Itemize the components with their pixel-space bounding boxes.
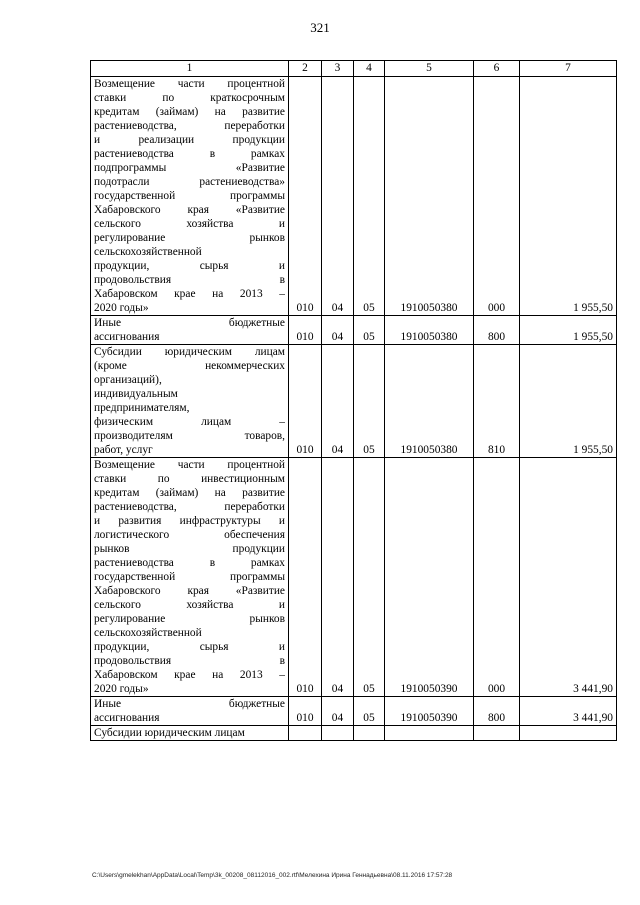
section-code-cell: 04 bbox=[322, 345, 354, 458]
expense-type-cell: 000 bbox=[474, 458, 520, 697]
expense-type-cell: 800 bbox=[474, 316, 520, 345]
expense-type-cell bbox=[474, 726, 520, 741]
row-name-line: продовольствия в bbox=[94, 274, 285, 286]
row-name-line: рынков продукции bbox=[94, 543, 285, 555]
row-name-line: Иные бюджетные bbox=[94, 317, 285, 329]
row-name-cell bbox=[91, 316, 289, 345]
chapter-code-cell: 010 bbox=[289, 345, 322, 458]
chapter-code-cell: 010 bbox=[289, 697, 322, 726]
row-name-line: 2020 годы» bbox=[94, 683, 149, 695]
row-name-line: Иные бюджетные bbox=[94, 698, 285, 710]
row-name-line: Возмещение части процентной bbox=[94, 78, 285, 90]
row-name-cell bbox=[91, 697, 289, 726]
row-name-line: физическим лицам – bbox=[94, 416, 285, 428]
row-name-line: ассигнования bbox=[94, 712, 160, 724]
row-name-line: государственной программы bbox=[94, 190, 285, 202]
table-row bbox=[91, 316, 617, 345]
header-row bbox=[91, 61, 617, 77]
column-header-3: 3 bbox=[322, 61, 354, 77]
subsection-code-cell: 05 bbox=[354, 316, 385, 345]
section-code-cell: 04 bbox=[322, 316, 354, 345]
table-row bbox=[91, 697, 617, 726]
section-code-cell bbox=[322, 726, 354, 741]
expense-type-cell: 810 bbox=[474, 345, 520, 458]
target-article-cell: 1910050390 bbox=[385, 697, 474, 726]
footer-file-path: C:\Users\gmelekhan\AppData\Local\Temp\3k_00208_08112016_002.rtf\Мелехина Ирина Геннадьевна\08.11.2016 17:57:28 bbox=[92, 872, 453, 879]
row-name-cell bbox=[91, 458, 289, 697]
table-row bbox=[91, 77, 617, 316]
column-header-6: 6 bbox=[474, 61, 520, 77]
row-name-line: продовольствия в bbox=[94, 655, 285, 667]
amount-cell bbox=[520, 726, 617, 741]
expense-type-cell: 800 bbox=[474, 697, 520, 726]
row-name-line: производителям товаров, bbox=[94, 430, 285, 442]
row-name-line: логистического обеспечения bbox=[94, 529, 285, 541]
row-name-line: сельскохозяйственной bbox=[94, 246, 202, 258]
subsection-code-cell: 05 bbox=[354, 345, 385, 458]
row-name-line: (кроме некоммерческих bbox=[94, 360, 285, 372]
amount-cell: 3 441,90 bbox=[520, 697, 617, 726]
target-article-cell: 1910050380 bbox=[385, 77, 474, 316]
budget-table bbox=[90, 60, 617, 741]
row-name-cell bbox=[91, 345, 289, 458]
row-name-line: продукции, сырья и bbox=[94, 641, 285, 653]
row-name-line: кредитам (займам) на развитие bbox=[94, 106, 285, 118]
row-name-line: растениеводства в рамках bbox=[94, 557, 285, 569]
row-name-line: сельского хозяйства и bbox=[94, 218, 285, 230]
chapter-code-cell: 010 bbox=[289, 77, 322, 316]
table-row bbox=[91, 458, 617, 697]
section-code-cell: 04 bbox=[322, 77, 354, 316]
row-name-line: Хабаровском крае на 2013 – bbox=[94, 288, 285, 300]
row-name-line: растениеводства, переработки bbox=[94, 501, 285, 513]
row-name-line: индивидуальным bbox=[94, 388, 178, 400]
row-name-line: Возмещение части процентной bbox=[94, 459, 285, 471]
subsection-code-cell: 05 bbox=[354, 458, 385, 697]
section-code-cell: 04 bbox=[322, 458, 354, 697]
row-name-line: Хабаровского края «Развитие bbox=[94, 204, 285, 216]
subsection-code-cell bbox=[354, 726, 385, 741]
amount-cell: 1 955,50 bbox=[520, 345, 617, 458]
section-code-cell: 04 bbox=[322, 697, 354, 726]
row-name-line: Субсидии юридическим лицам bbox=[94, 346, 285, 358]
row-name-line: 2020 годы» bbox=[94, 302, 149, 314]
chapter-code-cell bbox=[289, 726, 322, 741]
row-name-line: регулирование рынков bbox=[94, 613, 285, 625]
row-name-cell bbox=[91, 77, 289, 316]
row-name-line: кредитам (займам) на развитие bbox=[94, 487, 285, 499]
subsection-code-cell: 05 bbox=[354, 697, 385, 726]
row-name-line: подотрасли растениеводства» bbox=[94, 176, 285, 188]
row-name-line: сельскохозяйственной bbox=[94, 627, 202, 639]
row-name-line: ставки по краткосрочным bbox=[94, 92, 285, 104]
row-name-line: регулирование рынков bbox=[94, 232, 285, 244]
row-name-line: продукции, сырья и bbox=[94, 260, 285, 272]
column-header-7: 7 bbox=[520, 61, 617, 77]
row-name-line: подпрограммы «Развитие bbox=[94, 162, 285, 174]
row-name-line: Хабаровском крае на 2013 – bbox=[94, 669, 285, 681]
column-header-2: 2 bbox=[289, 61, 322, 77]
row-name-line: предпринимателям, bbox=[94, 402, 190, 414]
target-article-cell: 1910050390 bbox=[385, 458, 474, 697]
amount-cell: 1 955,50 bbox=[520, 77, 617, 316]
amount-cell: 3 441,90 bbox=[520, 458, 617, 697]
row-name-line: Субсидии юридическим лицам bbox=[94, 727, 245, 739]
subsection-code-cell: 05 bbox=[354, 77, 385, 316]
row-name-line: работ, услуг bbox=[94, 444, 153, 456]
table-row bbox=[91, 726, 617, 741]
row-name-line: Хабаровского края «Развитие bbox=[94, 585, 285, 597]
row-name-line: сельского хозяйства и bbox=[94, 599, 285, 611]
amount-cell: 1 955,50 bbox=[520, 316, 617, 345]
row-name-line: и развития инфраструктуры и bbox=[94, 515, 285, 527]
row-name-line: растениеводства в рамках bbox=[94, 148, 285, 160]
target-article-cell bbox=[385, 726, 474, 741]
row-name-line: ассигнования bbox=[94, 331, 160, 343]
page-number: 321 bbox=[310, 20, 330, 35]
column-header-1: 1 bbox=[91, 61, 289, 77]
row-name-line: государственной программы bbox=[94, 571, 285, 583]
table-row bbox=[91, 345, 617, 458]
target-article-cell: 1910050380 bbox=[385, 316, 474, 345]
chapter-code-cell: 010 bbox=[289, 458, 322, 697]
row-name-line: ставки по инвестиционным bbox=[94, 473, 285, 485]
row-name-line: организаций), bbox=[94, 374, 162, 386]
expense-type-cell: 000 bbox=[474, 77, 520, 316]
target-article-cell: 1910050380 bbox=[385, 345, 474, 458]
column-header-5: 5 bbox=[385, 61, 474, 77]
row-name-cell bbox=[91, 726, 289, 741]
chapter-code-cell: 010 bbox=[289, 316, 322, 345]
row-name-line: растениеводства, переработки bbox=[94, 120, 285, 132]
column-header-4: 4 bbox=[354, 61, 385, 77]
row-name-line: и реализации продукции bbox=[94, 134, 285, 146]
